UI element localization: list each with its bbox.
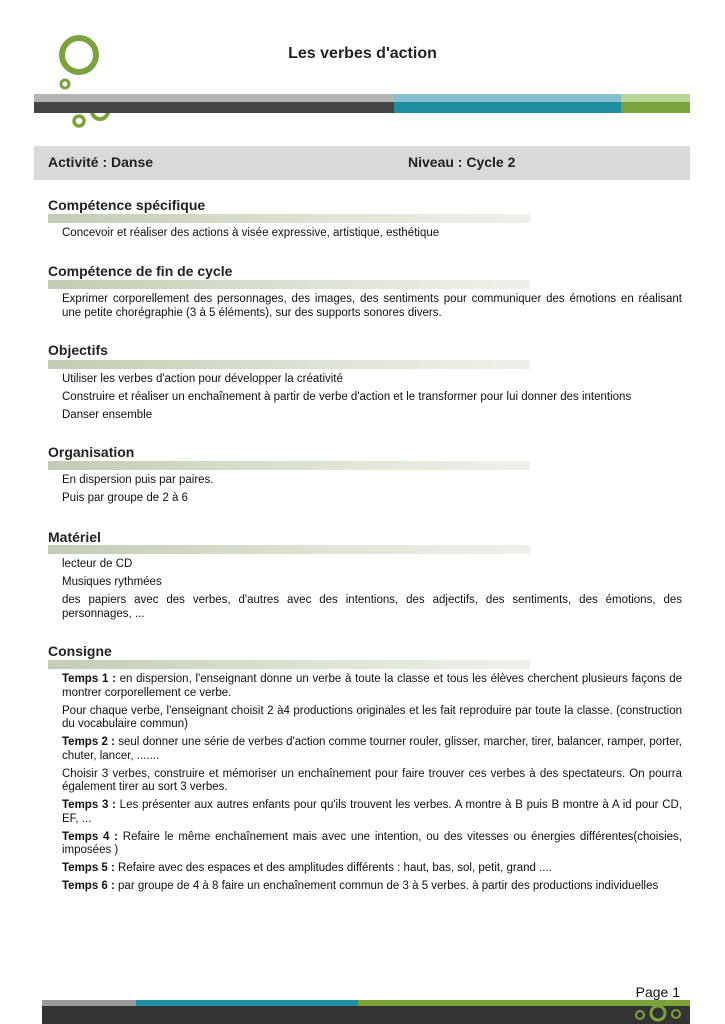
section-rule [48,280,530,289]
consigne-item [62,768,682,795]
section-title: Compétence de fin de cycle [48,263,233,279]
page-title: Les verbes d'action [288,45,437,62]
consigne-text: Refaire le même enchaînement mais avec une intention, ou des vitesses ou énergies différentes(choisies, imposées ) [62,830,682,856]
header-bar-teal [394,94,621,113]
section-objectifs [48,342,682,421]
consigne-text: Choisir 3 verbes, construire et mémoriser un enchaînement pour faire trouver ces verbes à des spectateurs. On pourra également tirer au sort 3 verbes. [62,767,682,793]
section-competence-fin-cycle [48,263,682,319]
paragraph: Puis par groupe de 2 à 6 [62,492,188,504]
paragraph: Concevoir et réaliser des actions à visée expressive, artistique, esthétique [62,227,440,239]
section-body [62,474,682,510]
section-rule [48,461,530,470]
paragraph: Danser ensemble [62,409,153,421]
consigne-text: en dispersion, l'enseignant donne un verbe à toute la classe et tous les élèves cherchent plusieurs façons de montrer corporellement ce verbe. [62,673,683,699]
section-competence-specifique [48,197,682,239]
paragraph: Construire et réaliser un enchaînement à partir de verbe d'action et le transformer pour lui donner des intentions [62,391,632,403]
section-title: Compétence spécifique [48,197,206,213]
section-body [62,227,682,245]
section-consigne [48,643,683,892]
consigne-lead: Temps 6 : [62,880,115,892]
level-label: Niveau : Cycle 2 [408,154,516,170]
consigne-lead: Temps 4 : [62,830,118,843]
consigne-lead: Temps 5 : [62,862,115,874]
consigne-item [62,673,682,700]
section-organisation [48,444,682,504]
paragraph: des papiers avec des verbes, d'autres avec des intentions, des adjectifs, des sentiments, des émotions, des personnages, ... [62,594,682,620]
section-title: Objectifs [48,342,108,358]
paragraph: En dispersion puis par paires. [62,474,214,486]
section-rule [48,660,530,669]
header-bar-dark [34,94,394,113]
consigne-item [62,831,682,858]
consigne-item [62,880,682,894]
activity-band [34,146,690,180]
footer-bar-dark [42,1000,136,1024]
consigne-lead: Temps 1 : [62,673,116,685]
section-body [62,558,682,626]
section-rule [48,214,530,223]
consigne-text: par groupe de 4 à 8 faire un enchaînement commun de 3 à 5 verbes. à partir des productions individuelles [114,880,659,892]
paragraph: Exprimer corporellement des personnages, des images, des sentiments pour communiquer des émotions en réalisant une petite chorégraphie (3 à 5 éléments), sur des supports sonores divers. [62,293,682,319]
paragraph: Musiques rythmées [62,576,162,588]
section-body [62,293,682,325]
section-materiel [48,529,682,620]
section-title: Matériel [48,529,101,545]
consigne-text: Les présenter aux autres enfants pour qu'ils trouvent les verbes. A montre à B puis B montre à A id pour CD, EF, ... [62,799,682,825]
page-number: Page 1 [635,984,680,1000]
section-body [62,673,682,898]
paragraph: lecteur de CD [62,558,133,570]
consigne-text: Refaire avec des espaces et des amplitudes différents : haut, bas, sol, petit, grand .... [114,862,552,874]
consigne-item [62,736,682,763]
footer-bar-teal [136,1000,358,1024]
consigne-item [62,705,682,732]
header-bar-green [621,94,690,113]
consigne-lead: Temps 3 : [62,799,116,811]
section-title: Consigne [48,643,112,659]
consigne-text: Pour chaque verbe, l'enseignant choisit 2 à4 productions originales et les fait reproduire par toute la classe. (construction du vocabulaire commun) [62,704,682,730]
section-rule [48,360,530,369]
consigne-item [62,862,682,876]
consigne-item [62,799,682,826]
paragraph: Utiliser les verbes d'action pour développer la créativité [62,373,343,385]
activity-label: Activité : Danse [48,154,154,170]
consigne-text: seul donner une série de verbes d'action comme tourner rouler, glisser, marcher, tirer, balancer, ramper, porter, chuter, lancer, ....... [62,736,683,762]
footer-logo-icon [600,1000,690,1024]
consigne-lead: Temps 2 : [62,736,115,748]
section-title: Organisation [48,444,135,460]
section-rule [48,545,530,554]
section-body [62,373,682,427]
